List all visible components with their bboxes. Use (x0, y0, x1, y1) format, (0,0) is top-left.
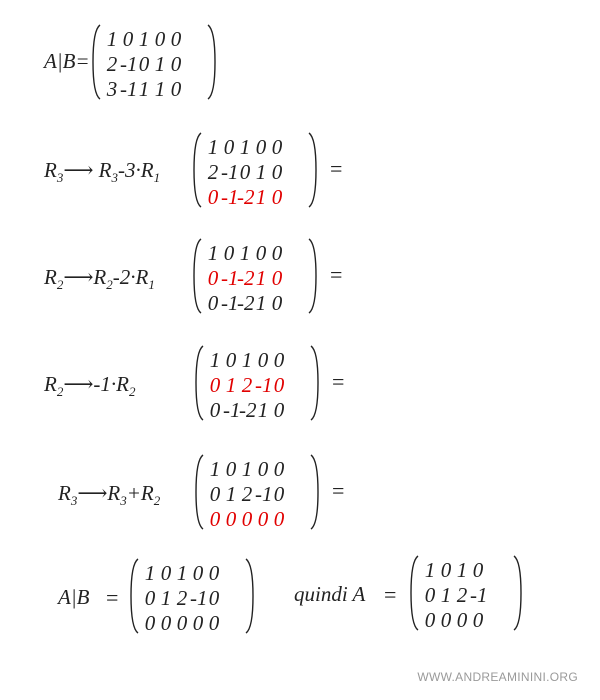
matrix-cell: 0 (225, 507, 237, 531)
label-text: -2·R (112, 265, 149, 289)
block-3-equals: = (332, 369, 345, 394)
matrix-cell: 1 (160, 586, 172, 610)
left-paren (92, 24, 102, 100)
matrix-cell: 0 (209, 398, 221, 422)
matrix-cell: 1 (138, 27, 150, 51)
label-text: ⟶ R (63, 158, 112, 182)
matrix-cell: 1 (239, 135, 251, 159)
matrix-cell: 0 (271, 291, 283, 315)
matrix-row (207, 482, 287, 507)
matrix-grid (205, 135, 285, 209)
matrix-cell: 0 (273, 348, 285, 372)
block-4-equals: = (332, 478, 345, 503)
matrix-row (142, 611, 222, 636)
matrix-cell: 0 (273, 507, 285, 531)
matrix-grid (422, 558, 488, 632)
right-paren (309, 345, 319, 421)
matrix-row (205, 185, 285, 210)
matrix-row (142, 586, 222, 611)
matrix-cell: -1 (221, 291, 239, 315)
matrix-cell: -1 (255, 482, 273, 506)
block-0-label (44, 49, 90, 74)
matrix-row (205, 266, 285, 291)
matrix-cell: 0 (209, 507, 221, 531)
right-paren (512, 555, 522, 631)
label-subscript: 2 (56, 384, 64, 399)
matrix-cell: 1 (239, 241, 251, 265)
matrix-cell: 0 (257, 457, 269, 481)
label-subscript: 1 (148, 277, 155, 292)
matrix-cell: 0 (241, 507, 253, 531)
matrix-cell: 1 (255, 185, 267, 209)
matrix-cell: 0 (207, 185, 219, 209)
matrix-cell: 0 (223, 135, 235, 159)
label-subscript: 1 (153, 170, 161, 185)
matrix-cell: 0 (271, 266, 283, 290)
matrix-cell: 0 (273, 457, 285, 481)
label-text: +R (126, 481, 154, 505)
label-subscript: 2 (153, 493, 161, 508)
matrix-cell: -2 (239, 398, 257, 422)
block-4-label (58, 481, 160, 509)
matrix-row (207, 398, 287, 423)
matrix-cell: 2 (207, 160, 219, 184)
matrix-grid (142, 561, 222, 635)
matrix-cell: 1 (424, 558, 436, 582)
matrix-cell: 1 (154, 52, 166, 76)
matrix-cell: 0 (208, 561, 220, 585)
matrix-cell: 0 (271, 185, 283, 209)
matrix-row (104, 52, 184, 77)
block-0-matrix (92, 24, 216, 100)
matrix-row (104, 27, 184, 52)
matrix-cell: 0 (440, 558, 452, 582)
matrix-cell: 1 (207, 241, 219, 265)
label-subscript: 3 (56, 170, 64, 185)
label-subscript: 2 (106, 277, 113, 292)
matrix-cell: 1 (106, 27, 118, 51)
block-3-label (44, 372, 136, 400)
left-paren (195, 345, 205, 421)
matrix-cell: 0 (273, 482, 285, 506)
matrix-cell: 0 (208, 611, 220, 635)
matrix-row (422, 558, 486, 583)
matrix-cell: 0 (192, 611, 204, 635)
matrix-row (104, 77, 184, 102)
matrix-cell: 2 (241, 373, 253, 397)
label-text: A|B= (44, 49, 90, 73)
matrix-cell: -1 (221, 160, 239, 184)
matrix-cell: 1 (207, 135, 219, 159)
matrix-cell: -1 (120, 77, 138, 101)
matrix-cell: 0 (207, 266, 219, 290)
label-subscript: 3 (120, 493, 127, 508)
matrix-grid (205, 241, 285, 315)
matrix-row (205, 241, 285, 266)
matrix-cell: 1 (144, 561, 156, 585)
matrix-cell: 1 (257, 398, 269, 422)
final-equals-1: = (106, 585, 119, 610)
matrix-row (207, 348, 287, 373)
right-paren (206, 24, 216, 100)
matrix-cell: 1 (241, 457, 253, 481)
final-matrix-a (410, 555, 522, 631)
block-2-equals: = (330, 262, 343, 287)
block-1-equals: = (330, 156, 343, 181)
matrix-cell: -2 (237, 266, 255, 290)
left-paren (193, 132, 203, 208)
matrix-cell: 0 (154, 27, 166, 51)
matrix-grid (207, 457, 287, 531)
matrix-cell: 1 (440, 583, 452, 607)
matrix-cell: -1 (223, 398, 241, 422)
right-paren (309, 454, 319, 530)
matrix-row (422, 608, 486, 633)
matrix-cell: -1 (221, 185, 239, 209)
final-label: A|B (58, 585, 90, 609)
matrix-row (142, 561, 222, 586)
matrix-cell: 0 (472, 558, 484, 582)
matrix-cell: 0 (273, 373, 285, 397)
matrix-cell: 0 (472, 608, 484, 632)
left-paren (410, 555, 420, 631)
matrix-cell: 1 (154, 77, 166, 101)
matrix-cell: 1 (209, 457, 221, 481)
matrix-cell: 0 (209, 373, 221, 397)
matrix-cell: 0 (255, 241, 267, 265)
matrix-cell: 1 (456, 558, 468, 582)
right-paren (244, 558, 254, 634)
matrix-cell: 1 (241, 348, 253, 372)
matrix-cell: 0 (271, 160, 283, 184)
matrix-cell: 2 (241, 482, 253, 506)
left-paren (195, 454, 205, 530)
matrix-cell: 1 (255, 291, 267, 315)
left-paren (130, 558, 140, 634)
matrix-cell: 1 (255, 266, 267, 290)
matrix-cell: 0 (192, 561, 204, 585)
matrix-cell: 2 (176, 586, 188, 610)
matrix-row (205, 135, 285, 160)
matrix-cell: -1 (255, 373, 273, 397)
matrix-grid (207, 348, 287, 422)
label-subscript: 2 (129, 384, 136, 399)
right-paren (307, 132, 317, 208)
matrix-cell: 0 (138, 52, 150, 76)
block-2-label (44, 265, 155, 293)
matrix-cell: 0 (257, 348, 269, 372)
matrix-cell: 3 (106, 77, 118, 101)
matrix-cell: 0 (424, 608, 436, 632)
matrix-cell: 0 (424, 583, 436, 607)
matrix-row (207, 457, 287, 482)
matrix-cell: 2 (456, 583, 468, 607)
matrix-cell: -2 (237, 185, 255, 209)
matrix-cell: 0 (440, 608, 452, 632)
block-4-matrix (195, 454, 319, 530)
matrix-cell: 2 (106, 52, 118, 76)
label-text: R (58, 481, 71, 505)
label-text: R (44, 265, 57, 289)
matrix-row (205, 291, 285, 316)
matrix-cell: 0 (271, 135, 283, 159)
matrix-cell: 0 (176, 611, 188, 635)
matrix-cell: 1 (176, 561, 188, 585)
matrix-cell: -1 (190, 586, 208, 610)
matrix-row (422, 583, 486, 608)
matrix-cell: 0 (225, 348, 237, 372)
matrix-cell: 0 (239, 160, 251, 184)
block-3-matrix (195, 345, 319, 421)
matrix-cell: 0 (160, 611, 172, 635)
label-text: ⟶R (63, 265, 107, 289)
matrix-row (205, 160, 285, 185)
block-1-label (44, 158, 160, 186)
matrix-cell: 0 (209, 482, 221, 506)
matrix-cell: 1 (255, 160, 267, 184)
final-equals-2: = (384, 582, 397, 607)
matrix-cell: -1 (221, 266, 239, 290)
matrix-cell: 0 (170, 52, 182, 76)
block-1-matrix (193, 132, 317, 208)
matrix-cell: 0 (225, 457, 237, 481)
label-text: -3·R (118, 158, 154, 182)
matrix-cell: 0 (170, 27, 182, 51)
label-text: R (44, 158, 57, 182)
right-paren (307, 238, 317, 314)
watermark: WWW.ANDREAMININI.ORG (417, 670, 578, 684)
label-subscript: 2 (56, 277, 64, 292)
matrix-cell: 0 (223, 241, 235, 265)
matrix-cell: 1 (225, 482, 237, 506)
matrix-row (207, 373, 287, 398)
matrix-cell: -2 (237, 291, 255, 315)
label-subscript: 3 (70, 493, 78, 508)
left-paren (193, 238, 203, 314)
label-subscript: 3 (111, 170, 119, 185)
matrix-cell: -1 (120, 52, 138, 76)
label-text: ⟶R (77, 481, 121, 505)
matrix-cell: -1 (470, 583, 488, 607)
matrix-cell: 0 (144, 611, 156, 635)
matrix-row (207, 507, 287, 532)
matrix-cell: 0 (255, 135, 267, 159)
matrix-cell: 1 (209, 348, 221, 372)
matrix-cell: 0 (170, 77, 182, 101)
matrix-cell: 0 (208, 586, 220, 610)
matrix-cell: 0 (271, 241, 283, 265)
label-text: R (44, 372, 57, 396)
matrix-cell: 1 (225, 373, 237, 397)
matrix-cell: 0 (207, 291, 219, 315)
final-matrix-ab (130, 558, 254, 634)
final-conclusion: quindi A (294, 582, 366, 606)
matrix-cell: 0 (122, 27, 134, 51)
matrix-cell: 0 (456, 608, 468, 632)
matrix-cell: 1 (138, 77, 150, 101)
matrix-cell: 0 (257, 507, 269, 531)
label-text: ⟶-1·R (63, 372, 130, 396)
block-2-matrix (193, 238, 317, 314)
matrix-cell: 0 (144, 586, 156, 610)
matrix-grid (104, 27, 184, 101)
matrix-cell: 0 (273, 398, 285, 422)
matrix-cell: 0 (160, 561, 172, 585)
